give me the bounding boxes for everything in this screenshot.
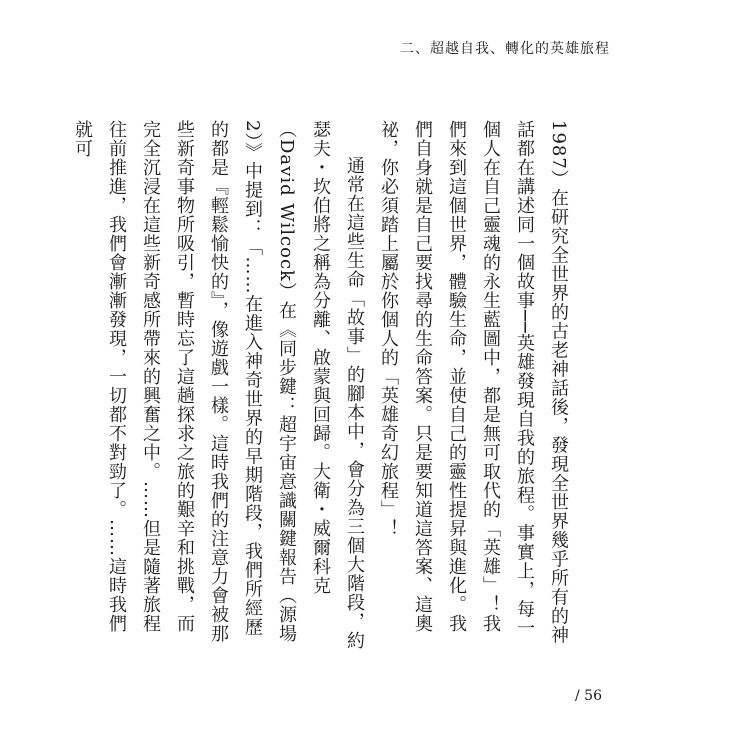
paragraph-1: 1987）在研究全世界的古老神話後，發現全世界幾乎所有的神話都在講述同一個故事──英雄發現自我的旅程。事實上，每一個人在自己靈魂的永生藍圖中，都是無可取代的「英雄」！我們來到這個世界，體驗生命，並使自己的靈性提昇與進化。我們自身就是自己要找尋的生命答案。只是要知道這答案、這奧祕，你必須踏上屬於你個人的「英雄奇幻旅程」！	[378, 120, 569, 645]
chapter-header: 二、超越自我、轉化的英雄旅程	[400, 41, 610, 57]
paragraph-2: 通常在這些生命「故事」的腳本中，會分為三個大階段，約瑟夫・坎伯將之稱為分離、啟蒙與回歸。大衛・威爾科克（David Wilcock）在《同步鍵：超宇宙意識關鍵報告（源場 2）》中提到：「……在進入神奇世界的早期階段，我們所經歷的都是『輕鬆愉快的』，像遊戲一樣。這時我們的注意力會被那些新奇事物所吸引，暫時忘了這趟探求之旅的艱辛和挑戰，而完全沉浸在這些新奇感所帶來的興奮之中。……但是隨著旅程往前推進，我們會漸漸發現，一切都不對勁了。……這時我們就可	[72, 120, 365, 650]
page-number: / 56	[575, 688, 602, 704]
body-text	[72, 120, 575, 650]
